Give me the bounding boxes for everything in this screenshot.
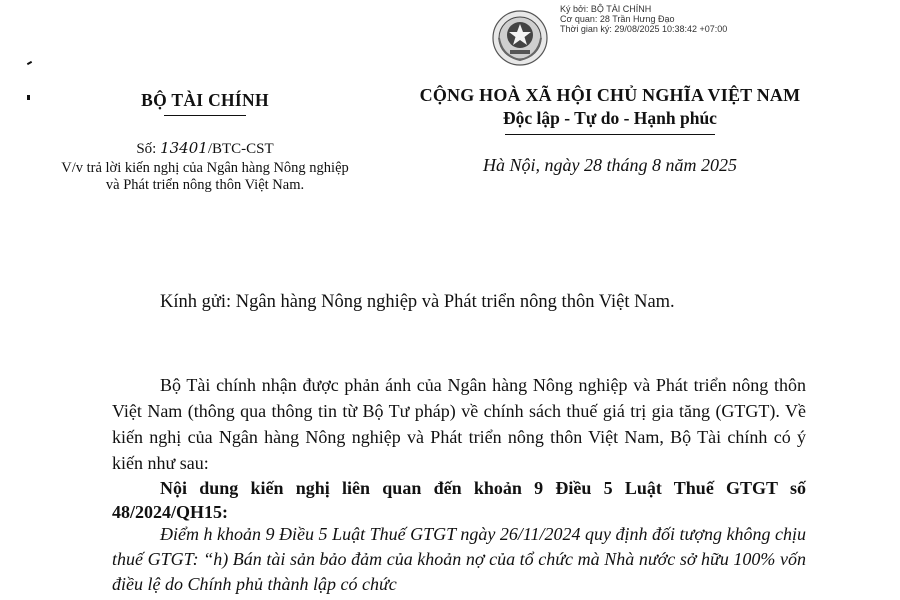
doc-number-handwritten: 13401 bbox=[160, 139, 208, 157]
divider bbox=[164, 115, 246, 116]
ministry-name: BỘ TÀI CHÍNH bbox=[141, 90, 269, 110]
doc-number-prefix: Số: bbox=[136, 141, 161, 157]
date-line bbox=[395, 155, 825, 176]
date-day: 28 bbox=[583, 155, 602, 175]
date-month: 8 bbox=[652, 155, 661, 175]
stray-mark bbox=[27, 95, 30, 100]
digital-signature-info bbox=[560, 4, 727, 34]
body-paragraph: Bộ Tài chính nhận được phản ánh của Ngân hàng Nông nghiệp và Phát triển nông thôn Việt Nam (thông qua thông tin từ Bộ Tư pháp) về chính sách thuế giá trị gia tăng (GTGT). Về kiến nghị của Ngân hàng Nông nghiệp và Phát triển nông thôn Việt Nam, Bộ Tài chính có ý kiến như sau: bbox=[112, 375, 806, 473]
body-paragraph: Điểm h khoản 9 Điều 5 Luật Thuế GTGT ngày 26/11/2024 quy định đối tượng không chịu thuế GTGT: “h) Bán tài sản bảo đảm của khoản nợ của tổ chức mà Nhà nước sở hữu 100% vốn điều lệ do Chính phủ thành lập có chức bbox=[112, 524, 806, 594]
motto: Độc lập - Tự do - Hạnh phúc bbox=[503, 108, 717, 128]
recipient-line: Kính gửi: Ngân hàng Nông nghiệp và Phát triển nông thôn Việt Nam. bbox=[160, 292, 675, 312]
nation-title: CỘNG HOÀ XÃ HỘI CHỦ NGHĨA VIỆT NAM bbox=[419, 85, 801, 105]
signature-agency: Cơ quan: 28 Trần Hưng Đạo bbox=[560, 14, 675, 24]
doc-number-suffix: /BTC-CST bbox=[207, 141, 274, 157]
signature-time: Thời gian ký: 29/08/2025 10:38:42 +07:00 bbox=[560, 24, 728, 34]
date-suffix: năm 2025 bbox=[661, 155, 737, 175]
divider bbox=[505, 134, 715, 135]
signature-signer: Ký bởi: BỘ TÀI CHÍNH bbox=[560, 4, 652, 14]
national-emblem-seal bbox=[490, 8, 550, 68]
document-subject: V/v trả lời kiến nghị của Ngân hàng Nông nghiệp và Phát triển nông thôn Việt Nam. bbox=[61, 160, 349, 193]
issuer-block bbox=[60, 90, 350, 194]
date-mid: tháng bbox=[601, 155, 652, 175]
date-prefix: Hà Nội, ngày bbox=[482, 155, 584, 175]
section-heading: Nội dung kiến nghị liên quan đến khoản 9 Điều 5 Luật Thuế GTGT số 48/2024/QH15: bbox=[112, 478, 806, 522]
national-header bbox=[395, 85, 825, 176]
stray-mark bbox=[27, 61, 32, 65]
document-number bbox=[60, 139, 350, 158]
